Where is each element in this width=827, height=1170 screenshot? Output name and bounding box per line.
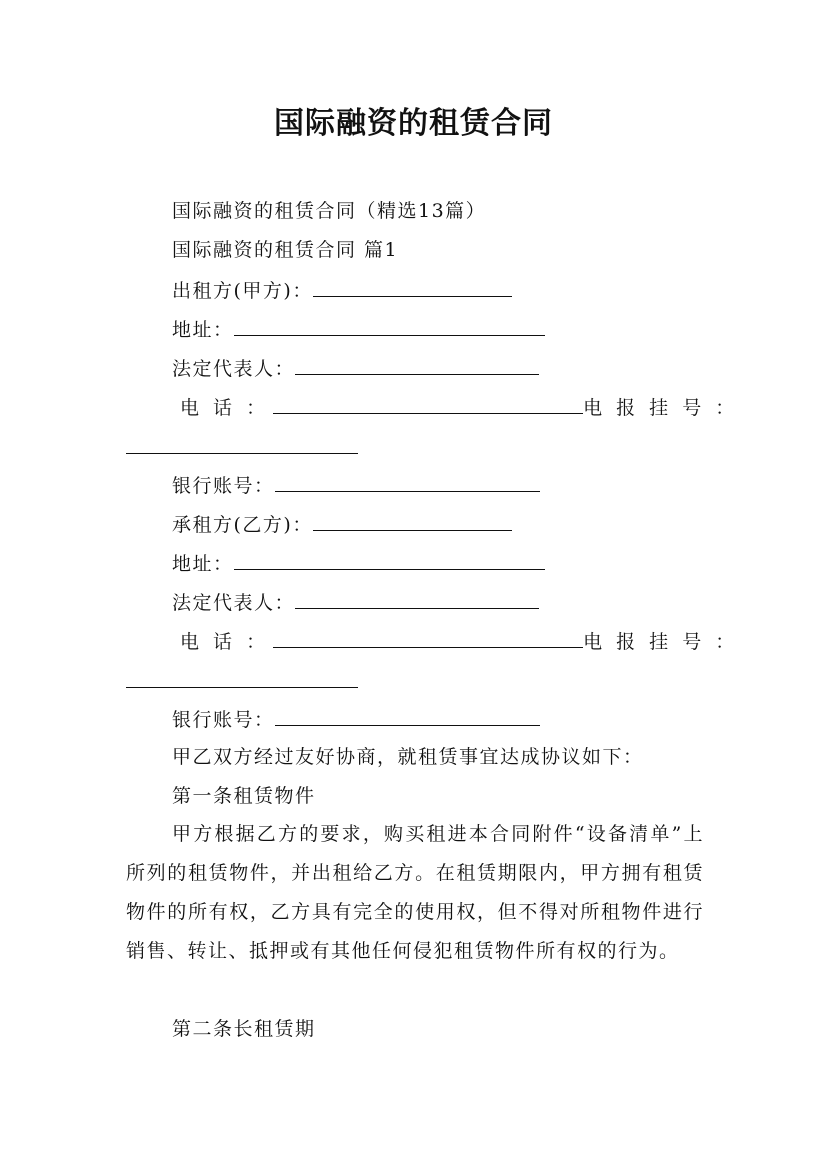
lessee-phone-label: 电 话 ： bbox=[180, 631, 270, 653]
document-subtitle: 国际融资的租赁合同（精选13篇） bbox=[172, 200, 487, 222]
lessor-bank-blank[interactable] bbox=[275, 471, 540, 492]
article1-heading: 第一条租赁物件 bbox=[172, 785, 316, 807]
lessee-address-label: 地址： bbox=[172, 553, 234, 575]
lessor-party-blank[interactable] bbox=[313, 276, 512, 297]
lessor-legal-rep-label: 法定代表人： bbox=[172, 358, 296, 380]
lessor-party-label: 出租方(甲方)： bbox=[172, 280, 313, 302]
lessee-telegraph-label: 电 报 挂 号 ： bbox=[583, 631, 739, 653]
lessor-party-line bbox=[172, 276, 512, 304]
lessor-telegraph-label: 电 报 挂 号 ： bbox=[583, 397, 739, 419]
lessee-bank-blank[interactable] bbox=[275, 705, 540, 726]
lessor-address-label: 地址： bbox=[172, 319, 234, 341]
lessee-address-blank[interactable] bbox=[234, 549, 545, 570]
lessee-legal-rep-label: 法定代表人： bbox=[172, 592, 296, 614]
lessor-phone-label: 电 话 ： bbox=[180, 397, 270, 419]
lessee-legal-rep-blank[interactable] bbox=[295, 588, 539, 609]
article2-heading: 第二条长租赁期 bbox=[172, 1018, 316, 1040]
agreement-intro: 甲乙双方经过友好协商，就租赁事宜达成协议如下： bbox=[172, 746, 644, 768]
lessee-address-line bbox=[172, 549, 545, 577]
lessee-party-label: 承租方(乙方)： bbox=[172, 514, 313, 536]
lessor-legal-rep-line bbox=[172, 354, 539, 382]
lessee-phone-line bbox=[180, 627, 738, 655]
lessee-telegraph-blank[interactable] bbox=[126, 686, 358, 688]
article1-body: 甲方根据乙方的要求，购买租进本合同附件“设备清单”上所列的租赁物件，并出租给乙方。在租赁期限内，甲方拥有租赁物件的所有权，乙方具有完全的使用权，但不得对所租物件进行销售、转让、抵押或有其他任何侵犯租赁物件所有权的行为。 bbox=[126, 823, 704, 962]
lessee-party-line bbox=[172, 510, 512, 538]
lessor-phone-blank[interactable] bbox=[273, 393, 583, 414]
lessor-bank-label: 银行账号： bbox=[172, 475, 275, 497]
lessee-bank-line bbox=[172, 705, 540, 733]
lessor-telegraph-blank[interactable] bbox=[126, 452, 358, 454]
lessee-phone-blank[interactable] bbox=[273, 627, 583, 648]
lessee-bank-label: 银行账号： bbox=[172, 709, 275, 731]
lessor-legal-rep-blank[interactable] bbox=[295, 354, 539, 375]
lessee-legal-rep-line bbox=[172, 588, 539, 616]
section-heading: 国际融资的租赁合同 篇1 bbox=[172, 239, 399, 261]
lessor-bank-line bbox=[172, 471, 540, 499]
lessor-address-line bbox=[172, 315, 545, 343]
lessee-party-blank[interactable] bbox=[313, 510, 512, 531]
lessor-address-blank[interactable] bbox=[234, 315, 545, 336]
document-title: 国际融资的租赁合同 bbox=[274, 106, 553, 141]
lessor-phone-line bbox=[180, 393, 738, 421]
